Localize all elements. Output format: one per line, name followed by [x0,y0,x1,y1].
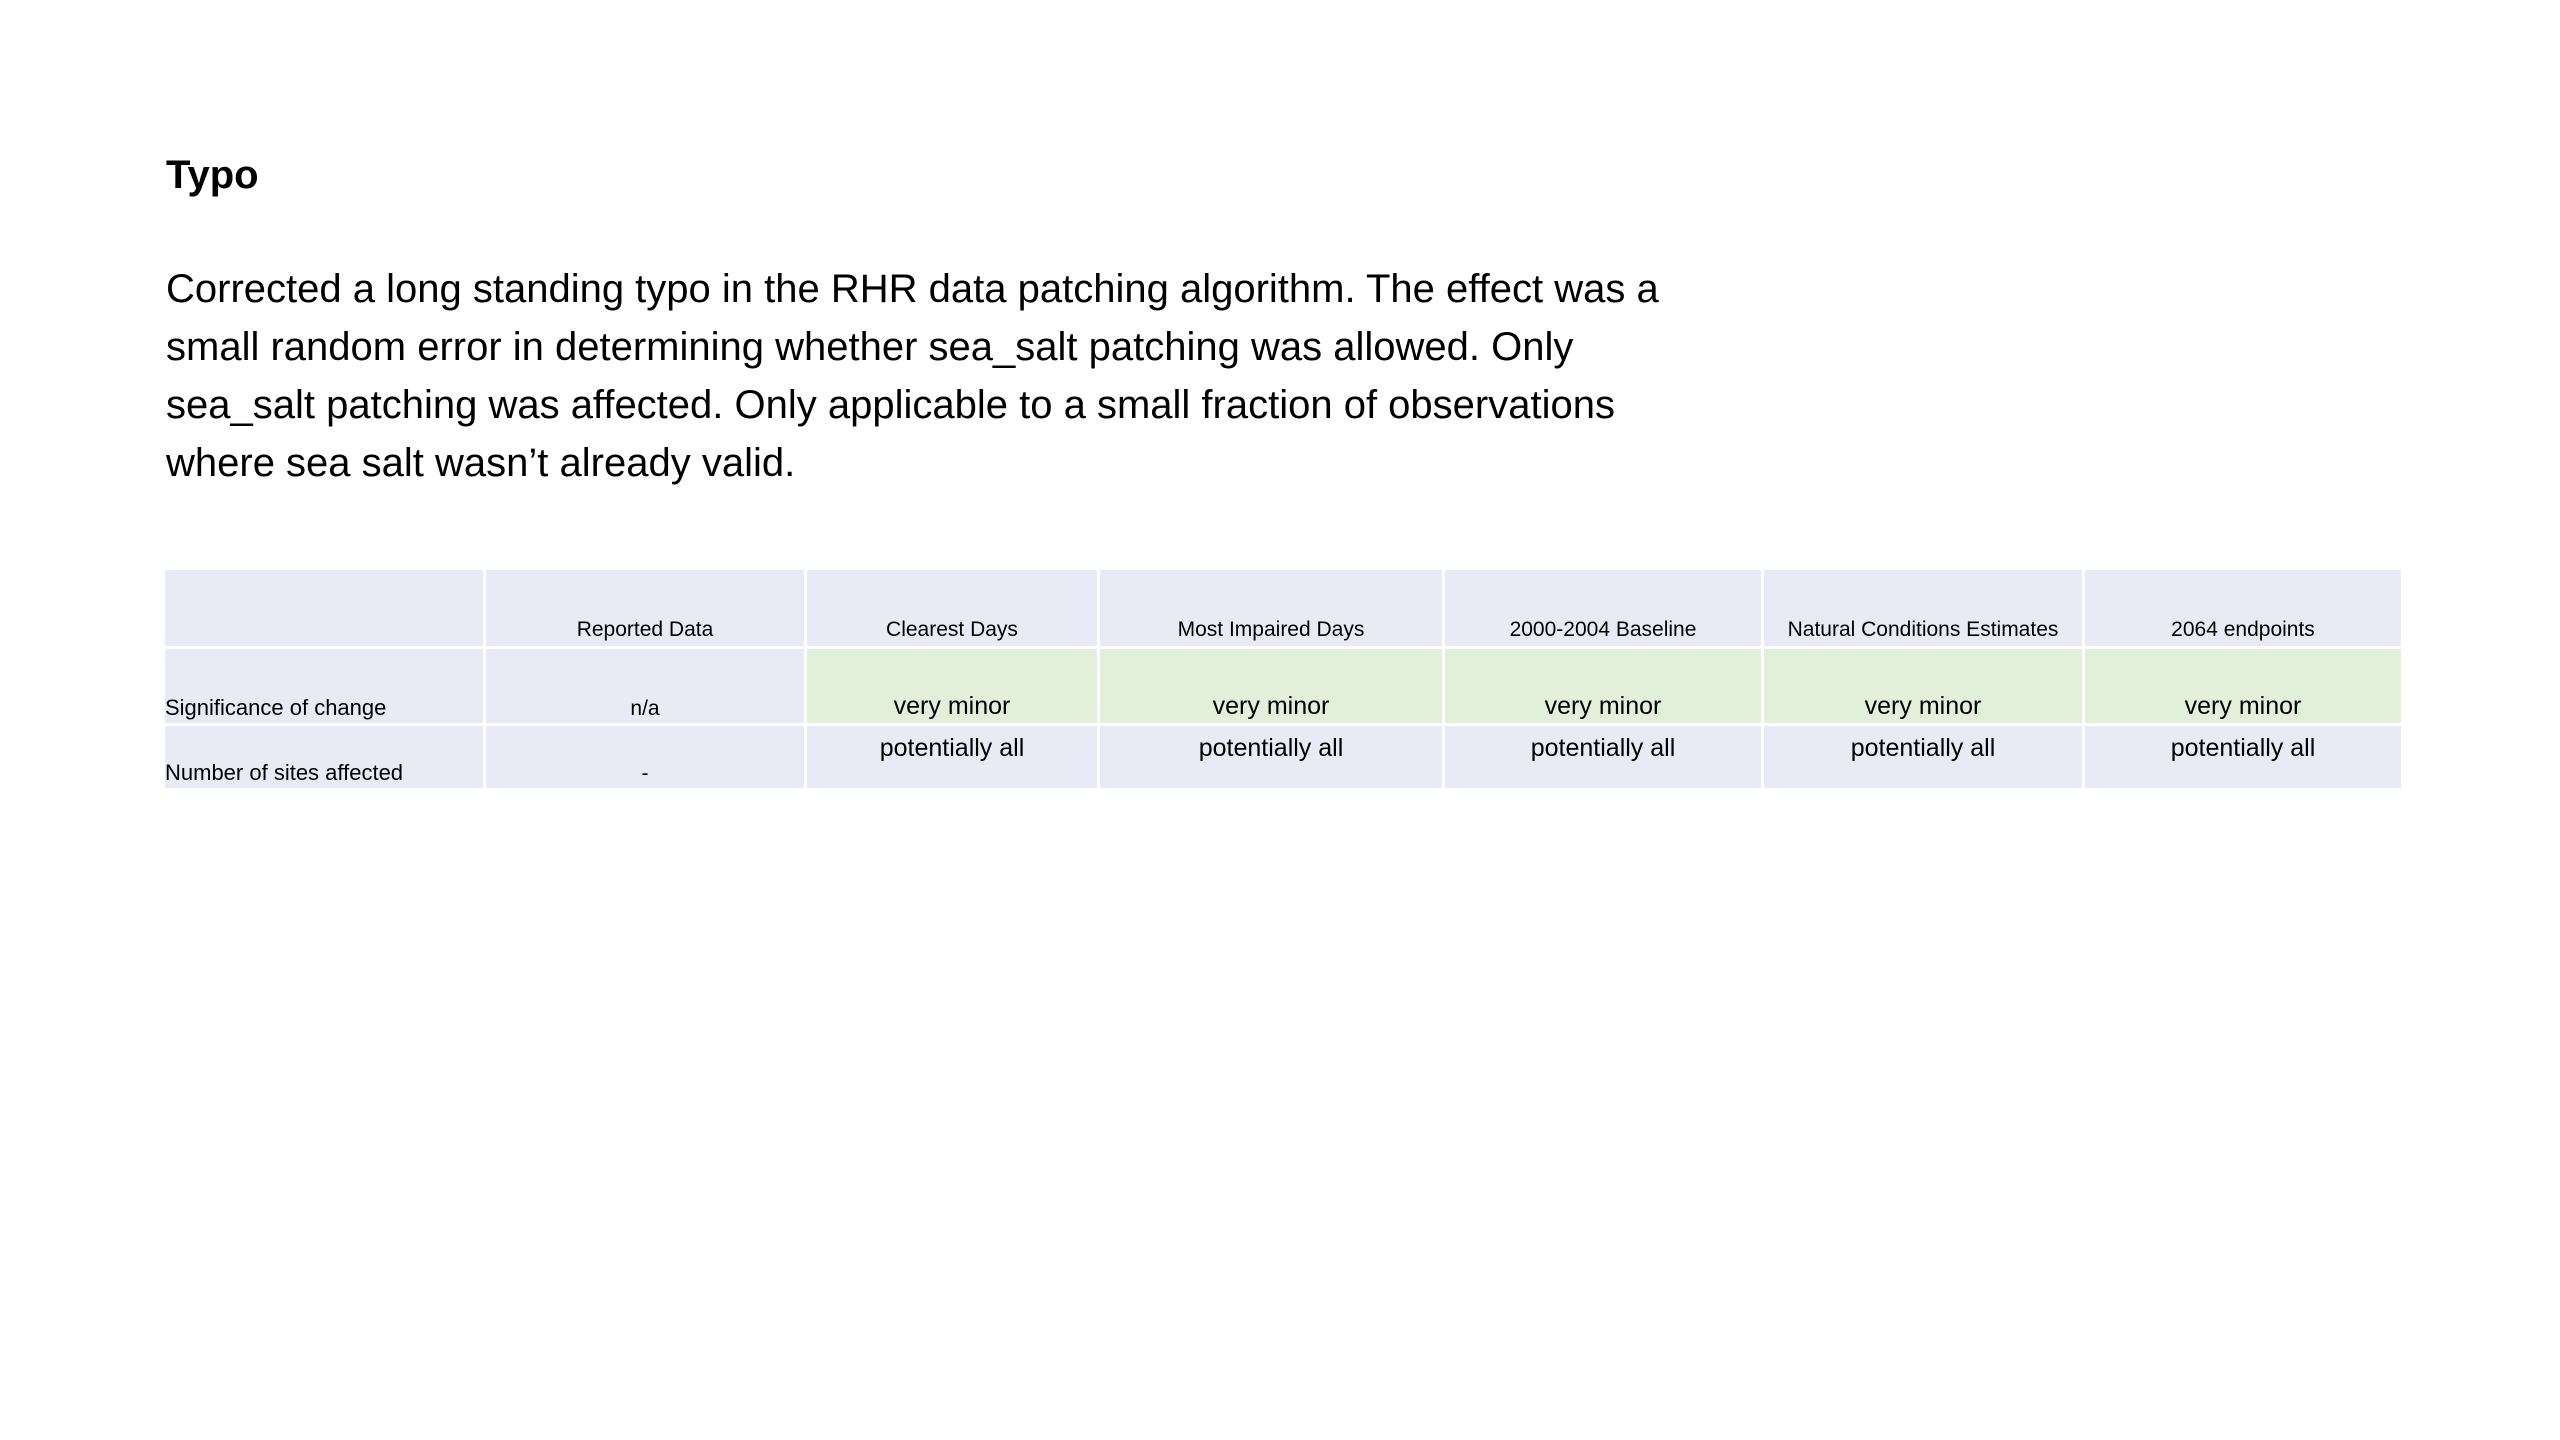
body-line: sea_salt patching was affected. Only applicable to a small fraction of observations [166,383,1615,427]
impact-table [162,567,2404,791]
slide-body-text [166,260,1886,492]
header-cell-empty [165,570,483,646]
table-cell: potentially all [1764,726,2082,788]
body-line: small random error in determining whether sea_salt patching was allowed. Only [166,325,1574,369]
table-cell: potentially all [2085,726,2401,788]
table-cell: - [486,726,804,788]
header-reported-data: Reported Data [486,570,804,646]
table-cell: very minor [1764,649,2082,723]
table-cell: very minor [1100,649,1442,723]
table-row [165,649,2401,723]
table-header-row [165,570,2401,646]
table-cell: very minor [2085,649,2401,723]
header-clearest-days: Clearest Days [807,570,1097,646]
header-baseline: 2000-2004 Baseline [1445,570,1761,646]
table-cell: very minor [807,649,1097,723]
header-most-impaired-days: Most Impaired Days [1100,570,1442,646]
table-row [165,726,2401,788]
row-label-significance: Significance of change [165,649,483,723]
table-cell: potentially all [1100,726,1442,788]
row-label-sites-affected: Number of sites affected [165,726,483,788]
body-line: where sea salt wasn’t already valid. [166,441,796,485]
table-cell: very minor [1445,649,1761,723]
header-natural-conditions: Natural Conditions Estimates [1764,570,2082,646]
header-2064-endpoints: 2064 endpoints [2085,570,2401,646]
slide-title: Typo [166,153,259,197]
body-line: Corrected a long standing typo in the RHR data patching algorithm. The effect was a [166,267,1659,311]
table-cell: n/a [486,649,804,723]
table-cell: potentially all [807,726,1097,788]
table-cell: potentially all [1445,726,1761,788]
